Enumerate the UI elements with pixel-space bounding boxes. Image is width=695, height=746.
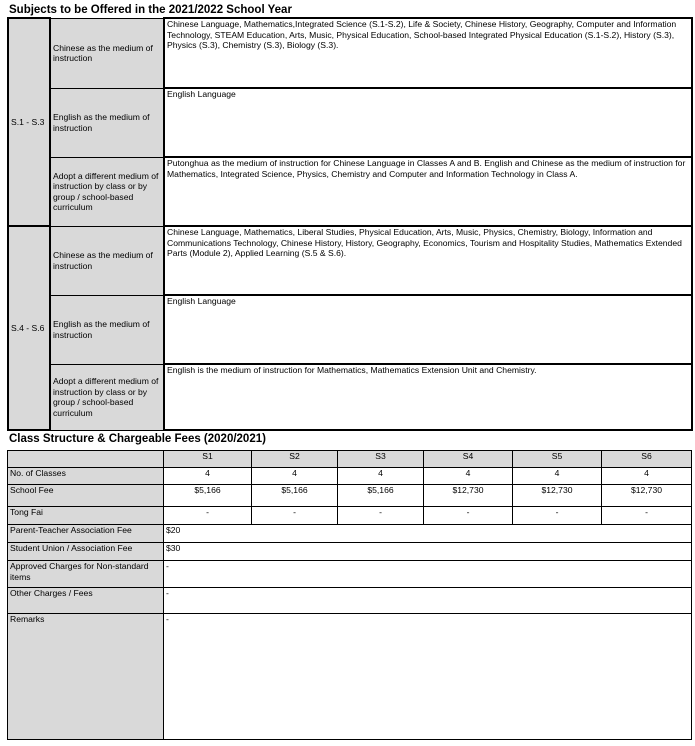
level-header: S3 <box>338 451 424 468</box>
fees-table <box>7 450 692 740</box>
subjects-table <box>7 17 693 431</box>
level-header: S4 <box>424 451 513 468</box>
table-cell: $12,730 <box>602 485 692 507</box>
level-header: S6 <box>602 451 692 468</box>
table-row <box>8 157 692 226</box>
table-row <box>8 18 692 88</box>
table-cell: 4 <box>164 468 252 485</box>
table-cell: - <box>513 507 602 525</box>
table-cell: 4 <box>513 468 602 485</box>
subjects-title: Subjects to be Offered in the 2021/2022 School Year <box>9 4 292 16</box>
table-cell: $5,166 <box>164 485 252 507</box>
table-row <box>8 588 692 614</box>
medium-label: Chinese as the medium of instruction <box>50 226 164 295</box>
table-row <box>8 468 692 485</box>
table-cell: - <box>164 561 692 588</box>
table-cell: - <box>252 507 338 525</box>
subjects-content: Chinese Language, Mathematics, Liberal Studies, Physical Education, Arts, Music, Physics, Chemistry, Biology, Information and Communications Technology, Chinese History, History, Geography, Economics, Tourism and Hospitality Studies, Mathematics Extended Parts (Module 2), Applied Learning (S.5 & S.6). <box>164 226 692 295</box>
table-cell: 4 <box>602 468 692 485</box>
medium-label: English as the medium of instruction <box>50 88 164 157</box>
table-cell: - <box>338 507 424 525</box>
table-cell: - <box>602 507 692 525</box>
table-row <box>8 525 692 543</box>
row-label: Other Charges / Fees <box>8 588 164 614</box>
table-cell: $12,730 <box>513 485 602 507</box>
table-cell: - <box>164 507 252 525</box>
level-header: S5 <box>513 451 602 468</box>
medium-label: Chinese as the medium of instruction <box>50 18 164 88</box>
table-row <box>8 88 692 157</box>
row-label: Parent-Teacher Association Fee <box>8 525 164 543</box>
subjects-content: English is the medium of instruction for Mathematics, Mathematics Extension Unit and Chemistry. <box>164 364 692 430</box>
subjects-content: English Language <box>164 88 692 157</box>
table-cell: 4 <box>424 468 513 485</box>
table-row <box>8 485 692 507</box>
table-cell: $30 <box>164 543 692 561</box>
fees-title: Class Structure & Chargeable Fees (2020/2021) <box>9 433 266 445</box>
row-label: Remarks <box>8 614 164 740</box>
level-header: S1 <box>164 451 252 468</box>
table-row <box>8 561 692 588</box>
table-row <box>8 543 692 561</box>
table-row <box>8 451 692 468</box>
subjects-content: Chinese Language, Mathematics,Integrated Science (S.1-S.2), Life & Society, Chinese History, Geography, Computer and Information Technology, STEAM Education, Arts, Music, Physical Education, School-based Integrated Physical Education (S.1-S.2), History (S.3), Physics (S.3), Chemistry (S.3), Biology (S.3). <box>164 18 692 88</box>
table-cell: $5,166 <box>252 485 338 507</box>
table-row <box>8 507 692 525</box>
level-header: S2 <box>252 451 338 468</box>
subjects-content: Putonghua as the medium of instruction for Chinese Language in Classes A and B. English and Chinese as the medium of instruction for Mathematics, Integrated Science, Physics, Chemistry and Computer and Information Technology in Class A. <box>164 157 692 226</box>
table-cell: 4 <box>252 468 338 485</box>
table-cell: - <box>424 507 513 525</box>
row-label: Student Union / Association Fee <box>8 543 164 561</box>
subjects-content: English Language <box>164 295 692 364</box>
table-cell: $5,166 <box>338 485 424 507</box>
table-cell: $12,730 <box>424 485 513 507</box>
row-label: Tong Fai <box>8 507 164 525</box>
table-row <box>8 295 692 364</box>
table-row <box>8 614 692 740</box>
row-label: School Fee <box>8 485 164 507</box>
table-cell: - <box>164 588 692 614</box>
level-label: S.1 - S.3 <box>8 18 50 226</box>
medium-label: Adopt a different medium of instruction by class or by group / school-based curriculum <box>50 157 164 226</box>
table-cell: - <box>164 614 692 740</box>
header-blank <box>8 451 164 468</box>
table-row <box>8 364 692 430</box>
row-label: No. of Classes <box>8 468 164 485</box>
table-cell: 4 <box>338 468 424 485</box>
table-row <box>8 226 692 295</box>
level-label: S.4 - S.6 <box>8 226 50 430</box>
row-label: Approved Charges for Non-standard items <box>8 561 164 588</box>
table-cell: $20 <box>164 525 692 543</box>
medium-label: Adopt a different medium of instruction by class or by group / school-based curriculum <box>50 364 164 430</box>
medium-label: English as the medium of instruction <box>50 295 164 364</box>
